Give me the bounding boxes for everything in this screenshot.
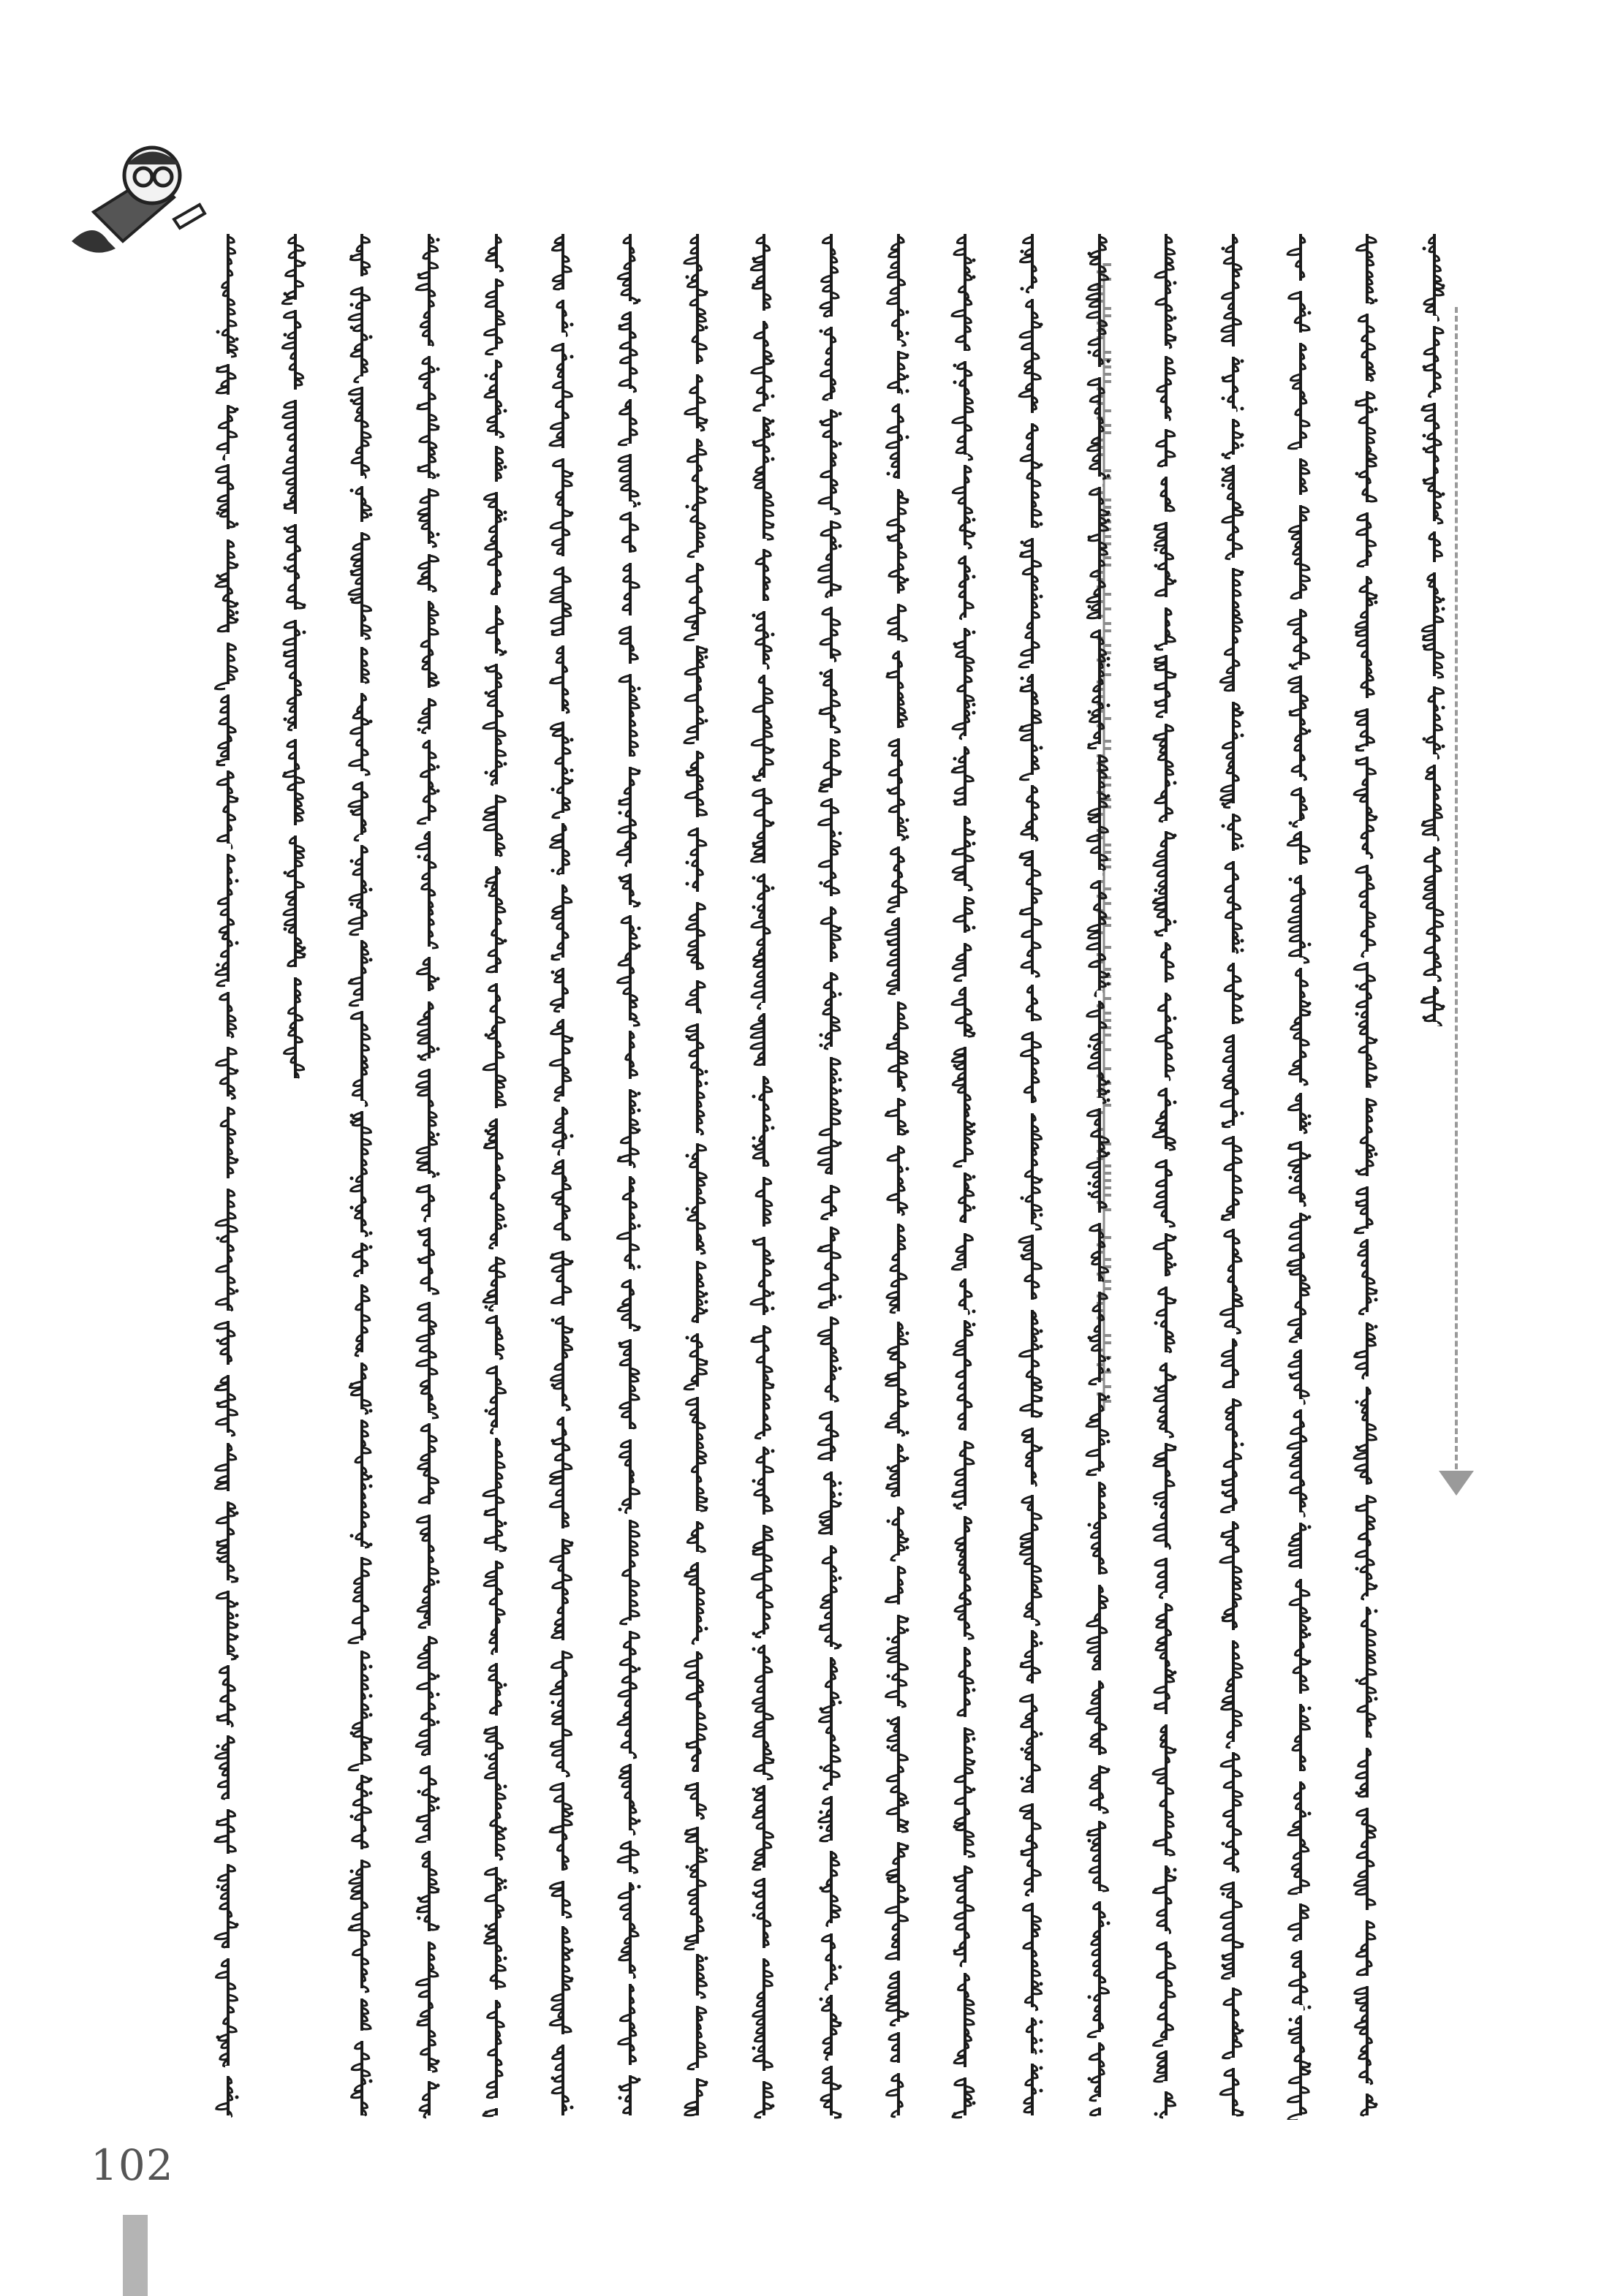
page-number: 102 bbox=[91, 2140, 174, 2190]
text-column bbox=[748, 234, 777, 2120]
text-column bbox=[1083, 234, 1113, 2120]
text-column bbox=[547, 234, 576, 2120]
text-column-strokes bbox=[748, 234, 777, 2120]
text-column-strokes bbox=[346, 234, 375, 2120]
text-column-strokes bbox=[547, 234, 576, 2120]
text-column-strokes bbox=[815, 234, 844, 2120]
text-column bbox=[212, 234, 241, 2120]
text-column bbox=[681, 234, 711, 2120]
text-column bbox=[1418, 234, 1448, 1026]
text-column-strokes bbox=[212, 234, 241, 2120]
text-column-strokes bbox=[413, 234, 442, 2120]
text-column-strokes bbox=[614, 234, 643, 2120]
text-column bbox=[882, 234, 912, 2120]
text-column-strokes bbox=[949, 234, 978, 2120]
text-column-strokes bbox=[480, 234, 510, 2120]
text-column bbox=[949, 234, 978, 2120]
header-divider bbox=[1455, 307, 1458, 1469]
text-column-strokes bbox=[1418, 234, 1448, 1026]
text-column-strokes bbox=[1150, 234, 1179, 2120]
text-column bbox=[1150, 234, 1179, 2120]
text-column bbox=[1285, 234, 1314, 2120]
text-column bbox=[614, 234, 643, 2120]
text-column bbox=[1016, 234, 1045, 2120]
text-column-strokes bbox=[681, 234, 711, 2120]
thumb-tab bbox=[123, 2215, 148, 2296]
mascot-illustration bbox=[64, 132, 211, 278]
text-column-strokes bbox=[882, 234, 912, 2120]
text-column-strokes bbox=[1217, 234, 1246, 2120]
body-text bbox=[212, 234, 1448, 2120]
text-column bbox=[1351, 234, 1380, 2120]
text-column bbox=[480, 234, 510, 2120]
text-column-strokes bbox=[1351, 234, 1380, 2120]
text-column-strokes bbox=[279, 234, 309, 1083]
text-column bbox=[279, 234, 309, 1083]
text-column-strokes bbox=[1016, 234, 1045, 2120]
text-column bbox=[1217, 234, 1246, 2120]
text-column-strokes bbox=[1083, 234, 1113, 2120]
text-column bbox=[346, 234, 375, 2120]
text-column bbox=[413, 234, 442, 2120]
text-column bbox=[815, 234, 844, 2120]
text-column-strokes bbox=[1285, 234, 1314, 2120]
